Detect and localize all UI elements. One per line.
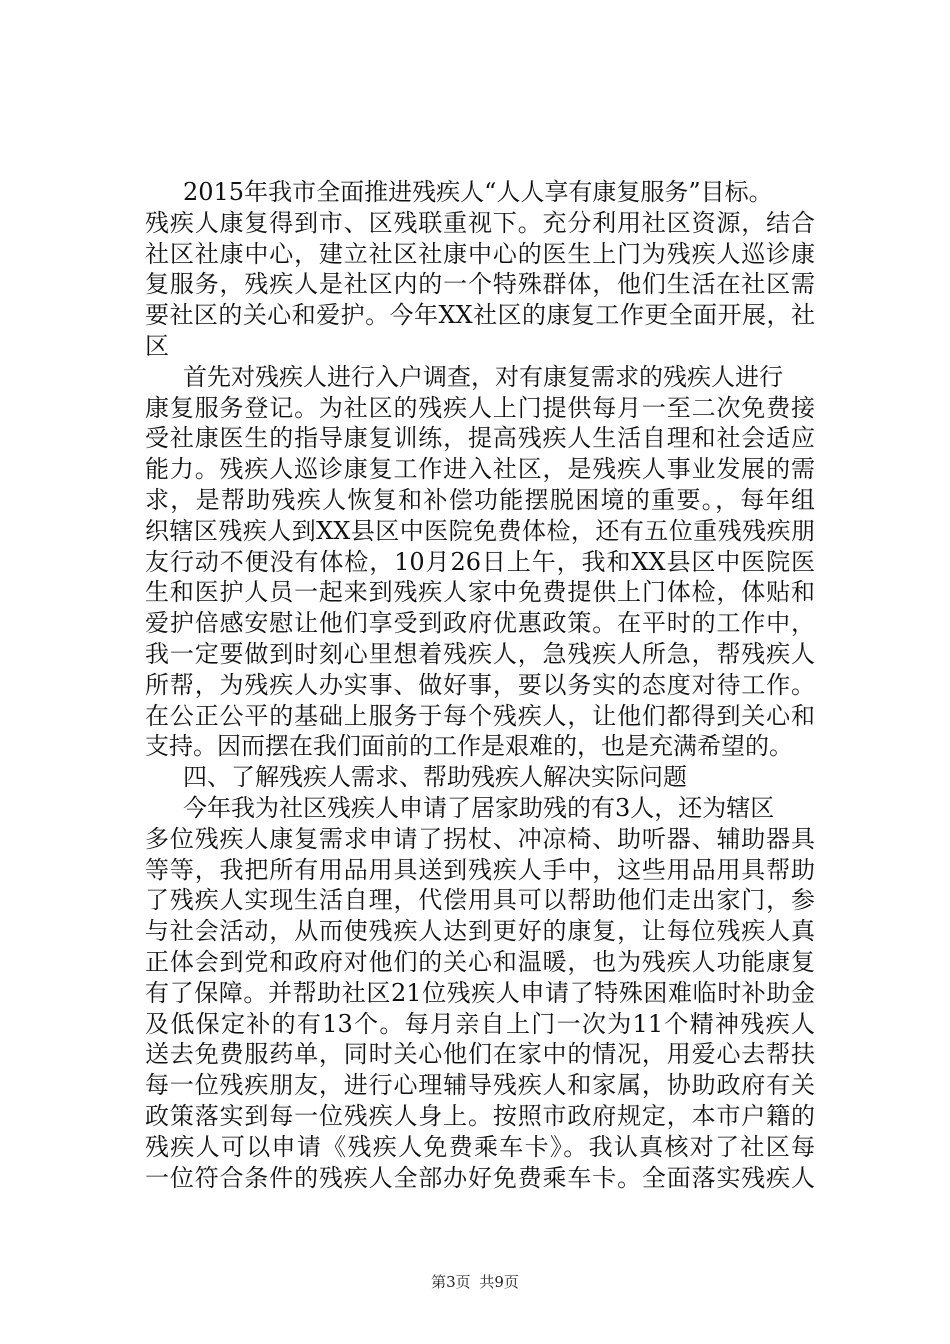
paragraph-line: 生和医护人员一起来到残疾人家中免费提供上门体检，体贴和 bbox=[145, 578, 815, 607]
paragraph-line: 织辖区残疾人到XX县区中医院免费体检，还有五位重残残疾朋 bbox=[145, 516, 815, 545]
paragraph-line: 等等，我把所有用品用具送到残疾人手中，这些用品用具帮助 bbox=[145, 855, 815, 884]
paragraph-line: 康复服务登记。为社区的残疾人上门提供每月一至二次免费接 bbox=[145, 393, 815, 422]
paragraph-line: 求，是帮助残疾人恢复和补偿功能摆脱困境的重要。，每年组 bbox=[145, 485, 815, 514]
paragraph-line: 残疾人可以申请《残疾人免费乘车卡》。我认真核对了社区每 bbox=[145, 1132, 815, 1161]
paragraph-line: 2015年我市全面推进残疾人“人人享有康复服务”目标。 bbox=[183, 178, 773, 206]
paragraph-line: 首先对残疾人进行入户调查，对有康复需求的残疾人进行 bbox=[183, 362, 783, 391]
paragraph-line: 有了保障。并帮助社区21位残疾人申请了特殊困难临时补助金 bbox=[145, 978, 815, 1007]
paragraph-line: 与社会活动，从而使残疾人达到更好的康复，让每位残疾人真 bbox=[145, 917, 815, 946]
paragraph-line: 多位残疾人康复需求申请了拐杖、冲凉椅、助听器、辅助器具 bbox=[145, 824, 815, 853]
paragraph-line: 所帮，为残疾人办实事、做好事，要以务实的态度对待工作。 bbox=[145, 670, 815, 699]
paragraph-line: 及低保定补的有13个。每月亲自上门一次为11个精神残疾人 bbox=[145, 1009, 815, 1038]
page-footer bbox=[0, 1272, 950, 1292]
paragraph-line: 受社康医生的指导康复训练，提高残疾人生活自理和社会适应 bbox=[145, 424, 815, 453]
paragraph-line: 友行动不便没有体检，10月26日上午，我和XX县区中医院医 bbox=[145, 547, 815, 576]
paragraph-line: 送去免费服药单，同时关心他们在家中的情况，用爱心去帮扶 bbox=[145, 1040, 815, 1069]
paragraph-line: 要社区的关心和爱护。今年XX社区的康复工作更全面开展，社 bbox=[145, 301, 815, 330]
paragraph-line: 社区社康中心，建立社区社康中心的医生上门为残疾人巡诊康 bbox=[145, 239, 815, 268]
paragraph-line: 在公正公平的基础上服务于每个残疾人，让他们都得到关心和 bbox=[145, 701, 815, 730]
paragraph-line: 了残疾人实现生活自理，代偿用具可以帮助他们走出家门，参 bbox=[145, 886, 815, 915]
paragraph-line: 一位符合条件的残疾人全部办好免费乘车卡。全面落实残疾人 bbox=[145, 1163, 815, 1192]
page-number: 第3页 bbox=[431, 1273, 471, 1291]
paragraph-line: 今年我为社区残疾人申请了居家助残的有3人，还为辖区 bbox=[183, 793, 775, 822]
paragraph-line: 能力。残疾人巡诊康复工作进入社区，是残疾人事业发展的需 bbox=[145, 455, 815, 484]
paragraph-line: 我一定要做到时刻心里想着残疾人，急残疾人所急，帮残疾人 bbox=[145, 639, 815, 668]
paragraph-line: 残疾人康复得到市、区残联重视下。充分利用社区资源，结合 bbox=[145, 208, 815, 237]
paragraph-line: 每一位残疾朋友，进行心理辅导残疾人和家属，协助政府有关 bbox=[145, 1071, 815, 1100]
page-total: 共9页 bbox=[479, 1273, 519, 1291]
paragraph-line: 区 bbox=[145, 331, 169, 360]
body-text bbox=[145, 177, 815, 1193]
paragraph-line: 政策落实到每一位残疾人身上。按照市政府规定，本市户籍的 bbox=[145, 1101, 815, 1130]
section-heading: 四、了解残疾人需求、帮助残疾人解决实际问题 bbox=[183, 763, 687, 792]
paragraph-line: 爱护倍感安慰让他们享受到政府优惠政策。在平时的工作中， bbox=[145, 609, 815, 638]
paragraph-line: 正体会到党和政府对他们的关心和温暖，也为残疾人功能康复 bbox=[145, 947, 815, 976]
paragraph-line: 复服务，残疾人是社区内的一个特殊群体，他们生活在社区需 bbox=[145, 270, 815, 299]
paragraph-line: 支持。因而摆在我们面前的工作是艰难的，也是充满希望的。 bbox=[145, 732, 793, 761]
